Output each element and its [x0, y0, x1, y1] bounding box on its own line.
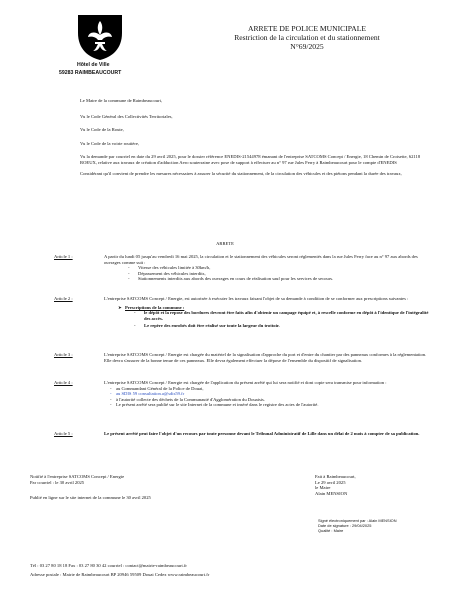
electronic-quality: Qualité : Maire	[318, 527, 344, 533]
signature-date: Le 29 avril 2025	[315, 479, 346, 485]
notification-notified: Notifié à l'entreprise SATCOMS Concept / Energie	[30, 474, 125, 479]
article-4	[54, 380, 434, 424]
preamble-route: Vu le Code de la Route,	[80, 127, 124, 133]
electronic-date: Date de signature : 29/04/2025	[318, 522, 372, 528]
article-2-label: Article 2 :	[54, 296, 73, 301]
town-label: 59283 RAIMBEAUCOURT	[59, 70, 122, 76]
notification-published: Publié en ligne sur le site internet de la commune le 30 avril 2025	[30, 495, 151, 501]
town-hall-label: Hôtel de Ville	[77, 62, 110, 68]
article-3-text: L'entreprise SATCOMS Concept / Energie est chargée du matériel de la signalisation d'approche du port et d'entre du chantier par des panneaux conformes à la réglementation. Elle devra s'assurer de la bonne tenue de ces panneaux. Elle devra également effectuer la dépose de l'ensemble du dispositif de signalisation.	[104, 352, 427, 363]
article-1-item: - Vitesse des véhicules limitée à 30km/h,	[138, 265, 434, 271]
article-3-label: Article 3 :	[54, 352, 73, 357]
document-subtitle: Restriction de la circulation et du stationnement	[234, 33, 380, 42]
article-2-intro: L'entreprise SATCOMS Concept / Energie, est autorisée à exécuter les travaux faisant l'objet de sa demande à condition de se conformer aux prescriptions suivantes :	[104, 296, 409, 301]
footer	[30, 563, 440, 577]
preamble-considering: Considérant qu'il convient de prendre les mesures nécessaires à assurer la sécurité du stationnement, de la circulation des véhicules et des piétons pendant la durée des travaux,	[80, 170, 402, 176]
article-4-item[interactable]: - au SDIS 59 consultation.a@sdis59.fr	[116, 391, 434, 397]
article-2-item: - le dépôt et la repose des bordures devront être faits afin d'obtenir un campage équipé et, à rescelle conforme en dépôt à l'identique de l'intégralité des accès.	[144, 310, 434, 321]
article-2-item: - Le repère des enrobés doit être réalisé sur toute la largeur du trottoir.	[144, 323, 434, 329]
article-5-label: Article 5 :	[54, 431, 73, 436]
article-5-text: Le présent arrêté peut faire l'objet d'un recours par toute personne devant le Tribunal Administratif de Lille dans un délai de 2 mois à compter de sa publication.	[104, 431, 420, 436]
arrete-heading: ARRETE	[216, 241, 234, 246]
signature-block	[315, 474, 435, 496]
preamble-voirie: Vu le Code de la voirie routière,	[80, 140, 140, 146]
article-2-subhead: Prescriptions de la commune :	[125, 304, 185, 310]
preamble-request: Vu la demande par courriel en date du 29 avril 2025, pour le dossier référence ENEDIS-21544978 émanant de l'entreprise SATCOMS Concept / Energie, 18 Chemin de Croisette, 62118 ROEUX, relative aux travaux de création d'adduction Aero souterraine avec pose de support à effectuer au n° 97 rue Jules Ferry à Raimbeaucourt pour le compte d'ENEDIS	[80, 154, 421, 165]
signature-place: Fait à Raimbeaucourt,	[315, 474, 356, 479]
article-4-intro: L'entreprise SATCOMS Concept / Energie est chargée de l'application du présent arrêté qui lui sera notifié et dont copie sera transmise pour information :	[104, 380, 387, 385]
document-header	[232, 24, 382, 51]
article-4-item: - Le présent arrêté sera publié sur le site Internet de la commune et inséré dans le registre des actes de l'autorité.	[116, 402, 434, 408]
signature-role: le Maire	[315, 485, 331, 491]
preamble	[80, 98, 428, 176]
footer-address: Adresse postale : Mairie de Raimbeaucourt BP 20946 59509 Douai Cedex www.raimbeaucourt.fr	[30, 571, 210, 577]
arrow-bullet-icon: ➤	[118, 304, 122, 310]
footer-contact: Tél : 03 27 80 18 18 Fax : 03 27 80 30 42 courriel : contact@mairie-raimbeaucourt.fr	[30, 563, 187, 568]
article-1	[54, 254, 434, 294]
article-4-item: - au Commandant Général de la Police de Douai,	[116, 386, 434, 392]
electronic-signer: Signé électroniquement par : Alain MENSION	[318, 518, 397, 523]
document-title: ARRETE DE POLICE MUNICIPALE	[247, 24, 367, 33]
signature-name: Alain MENSION	[315, 490, 348, 496]
article-1-label: Article 1 :	[54, 254, 73, 259]
article-2	[54, 296, 434, 346]
preamble-cgct: Vu le Code Général des Collectivités Territoriales,	[80, 113, 173, 119]
document-number: N°69/2025	[290, 42, 324, 51]
article-1-item: - Stationnements interdits aux abords des ouvrages en cours de réalisation sauf pour les services de secours.	[138, 276, 434, 282]
preamble-mayor: Le Maire de la commune de Raimbeaucourt,	[80, 98, 163, 103]
coat-of-arms-logo	[76, 13, 124, 61]
article-3	[54, 352, 434, 374]
notification-date: Par courriel : le 30 avril 2025	[30, 479, 85, 485]
electronic-signature-stamp	[318, 519, 443, 533]
article-5	[54, 431, 434, 447]
article-4-label: Article 4 :	[54, 380, 73, 385]
article-1-item: - Dépassement des véhicules interdits,	[138, 271, 434, 277]
article-4-item: - à l'autorité collecte des déchets de la Communauté d'Agglomération du Douaisis.	[116, 397, 434, 403]
article-1-intro: A partir du lundi 05 jusqu'au vendredi 16 mai 2025, la circulation et le stationnement des véhicules seront réglementés dans la rue Jules Ferry face au n° 97 aux abords des ouvrages comme suit :	[104, 254, 418, 265]
notification-block	[30, 474, 230, 501]
